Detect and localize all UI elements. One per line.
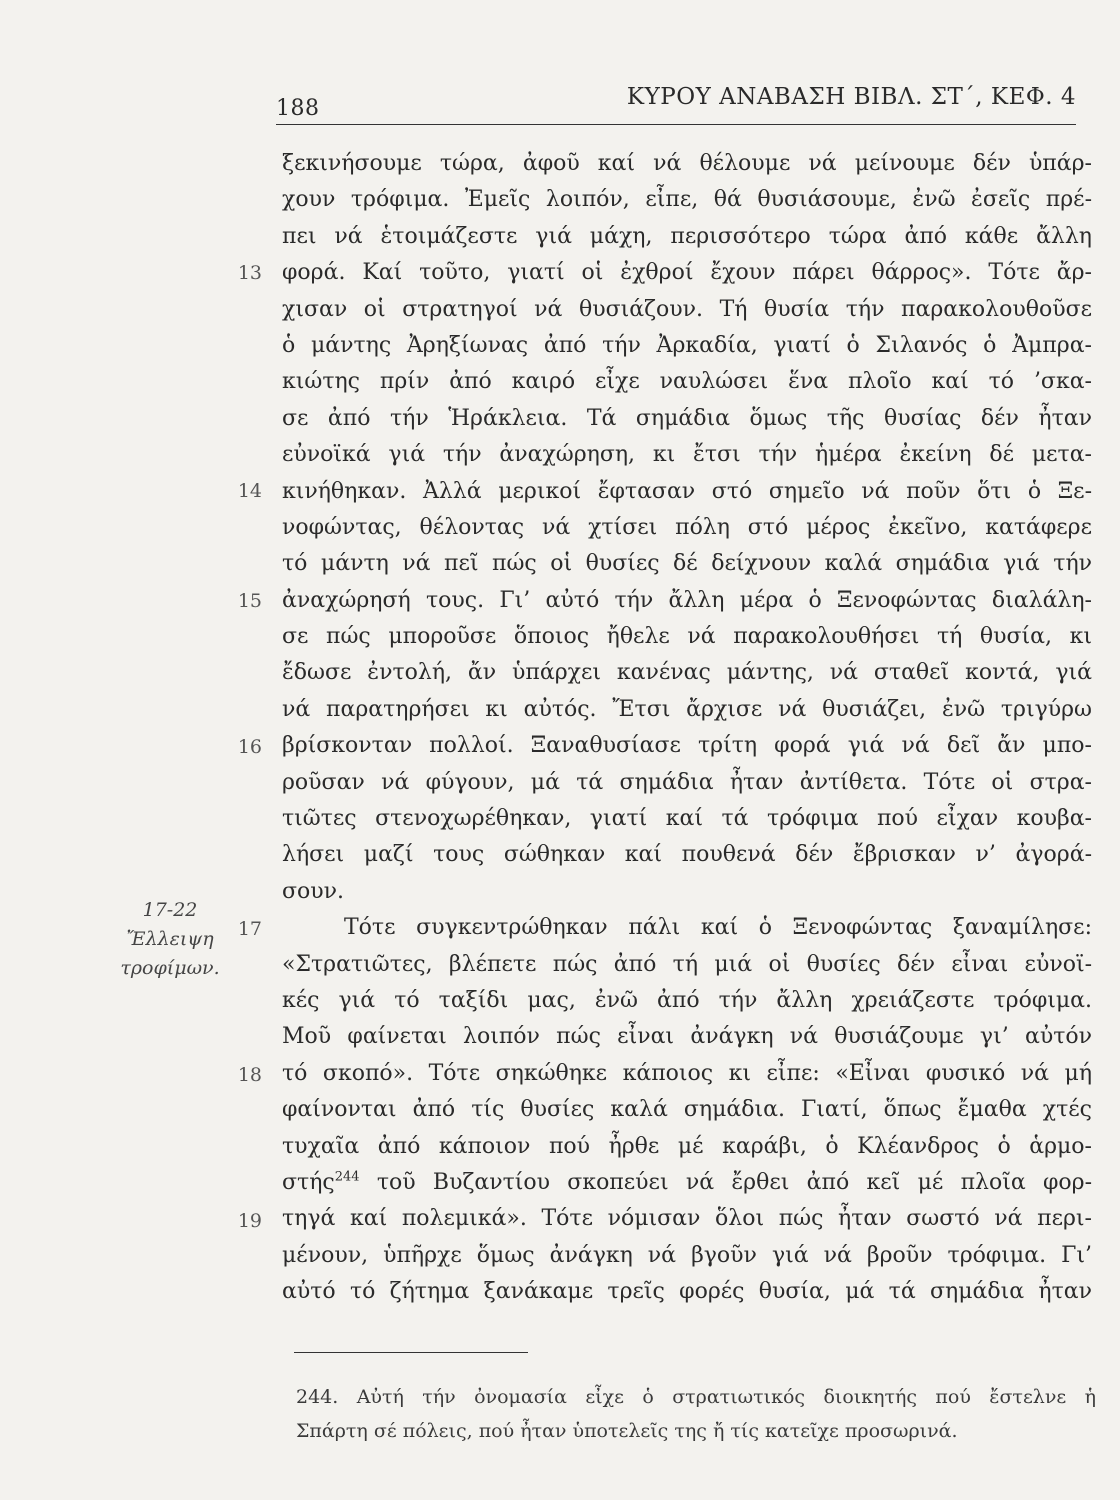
text-line: σε πώς μποροῦσε ὅποιος ἤθελε νά παρακολουθήσει τή θυσία, κι [282,624,1092,650]
text-line: χισαν οἱ στρατηγοί νά θυσιάζουν. Τή θυσία τήν παρακολουθοῦσε [282,296,1092,322]
text-line: τό μάντη νά πεῖ πώς οἱ θυσίες δέ δείχνουν καλά σημάδια γιά τήν [282,551,1092,577]
text-line: φορά. Καί τοῦτο, γιατί οἱ ἐχθροί ἔχουν πάρει θάρρος». Τότε ἄρ- [282,260,1092,286]
text-line: εὐνοϊκά γιά τήν ἀναχώρηση, κι ἔτσι τήν ἡμέρα ἐκείνη δέ μετα- [282,442,1092,468]
header-rule [276,124,1076,125]
text-line: νά παρατηρήσει κι αὐτός. Ἔτσι ἄρχισε νά θυσιάζει, ἐνῶ τριγύρω [282,696,1092,722]
text-line: τηγά καί πολεμικά». Τότε νόμισαν ὅλοι πώς ἦταν σωστό νά περι- [282,1206,1092,1232]
text-line: ξεκινήσουμε τώρα, ἀφοῦ καί νά θέλουμε νά μείνουμε δέν ὑπάρ- [282,151,1092,176]
body-text [282,146,1092,1311]
text-line: τυχαῖα ἀπό κάποιον πού ἦρθε μέ καράβι, ὁ Κλέανδρος ὁ ἁρμο- [282,1133,1092,1159]
footnote-line: Σπάρτη σέ πόλεις, πού ἦταν ὑποτελεῖς της ἤ τίς κατεῖχε προσωρινά. [296,1420,958,1442]
text-line: Τότε συγκεντρώθηκαν πάλι καί ὁ Ξενοφώντας ξαναμίλησε: [344,915,1092,941]
margin-note-range: 17-22 [142,899,198,921]
text-line: κιώτης πρίν ἀπό καιρό εἶχε ναυλώσει ἕνα πλοῖο καί τό ’σκα- [282,369,1092,395]
text-line: πει νά ἑτοιμάζεστε γιά μάχη, περισσότερο τώρα ἀπό κάθε ἄλλη [282,223,1092,249]
text-line: μένουν, ὑπῆρχε ὅμως ἀνάγκη νά βγοῦν γιά νά βροῦν τρόφιμα. Γι’ [282,1242,1092,1268]
paragraph-number: 19 [237,1210,262,1232]
text-line: ἔδωσε ἐντολή, ἄν ὑπάρχει κανένας μάντης, νά σταθεῖ κοντά, γιά [282,660,1092,686]
footnote-rule [294,1352,528,1353]
text-segment: τοῦ Βυζαντίου σκοπεύει νά ἔρθει ἀπό κεῖ μέ πλοῖα φορ- [359,1169,1092,1195]
text-segment: στής [282,1169,335,1195]
paragraph-number: 17 [237,918,262,940]
footnote-reference[interactable]: 244 [334,1169,360,1185]
page-header [276,84,1076,124]
text-line: τιῶτες στενοχωρέθηκαν, γιατί καί τά τρόφιμα πού εἶχαν κουβα- [282,806,1092,832]
paragraph-number: 15 [237,590,262,612]
text-line: νοφώντας, θέλοντας νά χτίσει πόλη στό μέρος ἐκεῖνο, κατάφερε [282,514,1092,540]
footnote [296,1380,1096,1448]
paragraph-number: 14 [237,480,262,502]
text-line: ὁ μάντης Ἀρηξίωνας ἀπό τήν Ἀρκαδία, γιατί ὁ Σιλανός ὁ Ἀμπρα- [282,332,1092,358]
text-line: ροῦσαν νά φύγουν, μά τά σημάδια ἦταν ἀντίθετα. Τότε οἱ στρα- [282,769,1092,795]
text-line: κές γιά τό ταξίδι μας, ἐνῶ ἀπό τήν ἄλλη χρειάζεστε τρόφιμα. [282,987,1092,1013]
text-line-with-footnote-ref [282,1165,1092,1201]
text-line: κινήθηκαν. Ἀλλά μερικοί ἔφτασαν στό σημεῖο νά ποῦν ὅτι ὁ Ξε- [282,478,1092,504]
margin-note-title-line-2: τροφίμων. [120,957,220,979]
text-line: σε ἀπό τήν Ἡράκλεια. Τά σημάδια ὅμως τῆς θυσίας δέν ἦταν [282,405,1092,431]
text-line: σουν. [282,878,345,904]
text-line: αὐτό τό ζήτημα ξανάκαμε τρεῖς φορές θυσία, μά τά σημάδια ἦταν [282,1279,1092,1305]
text-line: χουν τρόφιμα. Ἐμεῖς λοιπόν, εἶπε, θά θυσιάσουμε, ἐνῶ ἐσεῖς πρέ- [282,187,1092,213]
footnote-line: 244. Αὐτή τήν ὀνομασία εἶχε ὁ στρατιωτικός διοικητής πού ἔστελνε ἡ [296,1386,1096,1408]
running-title: ΚΥΡΟΥ ΑΝΑΒΑΣΗ ΒΙΒΛ. ΣΤ΄, ΚΕΦ. 4 [626,84,1076,110]
paragraph-number: 18 [237,1064,262,1086]
text-line: ἀναχώρησή τους. Γι’ αὐτό τήν ἄλλη μέρα ὁ Ξενοφώντας διαλάλη- [282,587,1092,613]
text-line: «Στρατιῶτες, βλέπετε πώς ἀπό τή μιά οἱ θυσίες δέν εἶναι εὐνοϊ- [282,951,1092,977]
margin-note-title-line-1: Ἔλλειψη [126,928,214,950]
text-line: βρίσκονταν πολλοί. Ξαναθυσίασε τρίτη φορά γιά νά δεῖ ἄν μπο- [282,733,1092,759]
text-line: Μοῦ φαίνεται λοιπόν πώς εἶναι ἀνάγκη νά θυσιάζουμε γι’ αὐτόν [282,1024,1092,1050]
page-number: 188 [276,96,320,121]
text-line: τό σκοπό». Τότε σηκώθηκε κάποιος κι εἶπε: «Εἶναι φυσικό νά μή [282,1060,1092,1086]
paragraph-number: 16 [237,736,262,758]
text-line: φαίνονται ἀπό τίς θυσίες καλά σημάδια. Γιατί, ὅπως ἔμαθα χτές [282,1097,1092,1123]
paragraph-number: 13 [237,262,262,284]
text-line: λήσει μαζί τους σώθηκαν καί πουθενά δέν ἔβρισκαν ν’ ἀγορά- [282,842,1092,868]
margin-note [100,896,240,983]
